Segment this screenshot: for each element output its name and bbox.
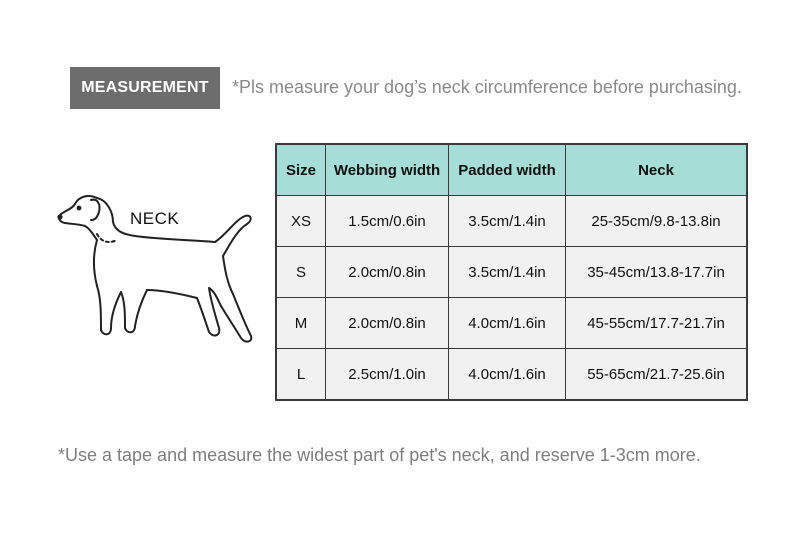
header-padded-width: Padded width [449,144,566,196]
header-size: Size [276,144,326,196]
cell-neck: 25-35cm/9.8-13.8in [566,196,748,247]
cell-size: L [276,349,326,401]
table-header-row [276,144,747,196]
header-webbing-width: Webbing width [326,144,449,196]
header-note: *Pls measure your dog’s neck circumference before purchasing. [232,77,742,97]
cell-webbing: 2.0cm/0.8in [326,247,449,298]
cell-size: M [276,298,326,349]
cell-size: S [276,247,326,298]
cell-webbing: 1.5cm/0.6in [326,196,449,247]
cell-padded: 4.0cm/1.6in [449,349,566,401]
cell-neck: 45-55cm/17.7-21.7in [566,298,748,349]
cell-webbing: 2.5cm/1.0in [326,349,449,401]
cell-neck: 55-65cm/21.7-25.6in [566,349,748,401]
table-row [276,196,747,247]
cell-neck: 35-45cm/13.8-17.7in [566,247,748,298]
cell-padded: 4.0cm/1.6in [449,298,566,349]
size-chart-table [275,143,748,401]
table-row [276,298,747,349]
cell-padded: 3.5cm/1.4in [449,247,566,298]
cell-padded: 3.5cm/1.4in [449,196,566,247]
neck-label: NECK [130,209,180,228]
cell-size: XS [276,196,326,247]
measurement-badge: MEASUREMENT [70,67,220,109]
header-neck: Neck [566,144,748,196]
table-row [276,349,747,401]
table-row [276,247,747,298]
cell-webbing: 2.0cm/0.8in [326,298,449,349]
footer-note: *Use a tape and measure the widest part of pet's neck, and reserve 1-3cm more. [58,445,701,465]
